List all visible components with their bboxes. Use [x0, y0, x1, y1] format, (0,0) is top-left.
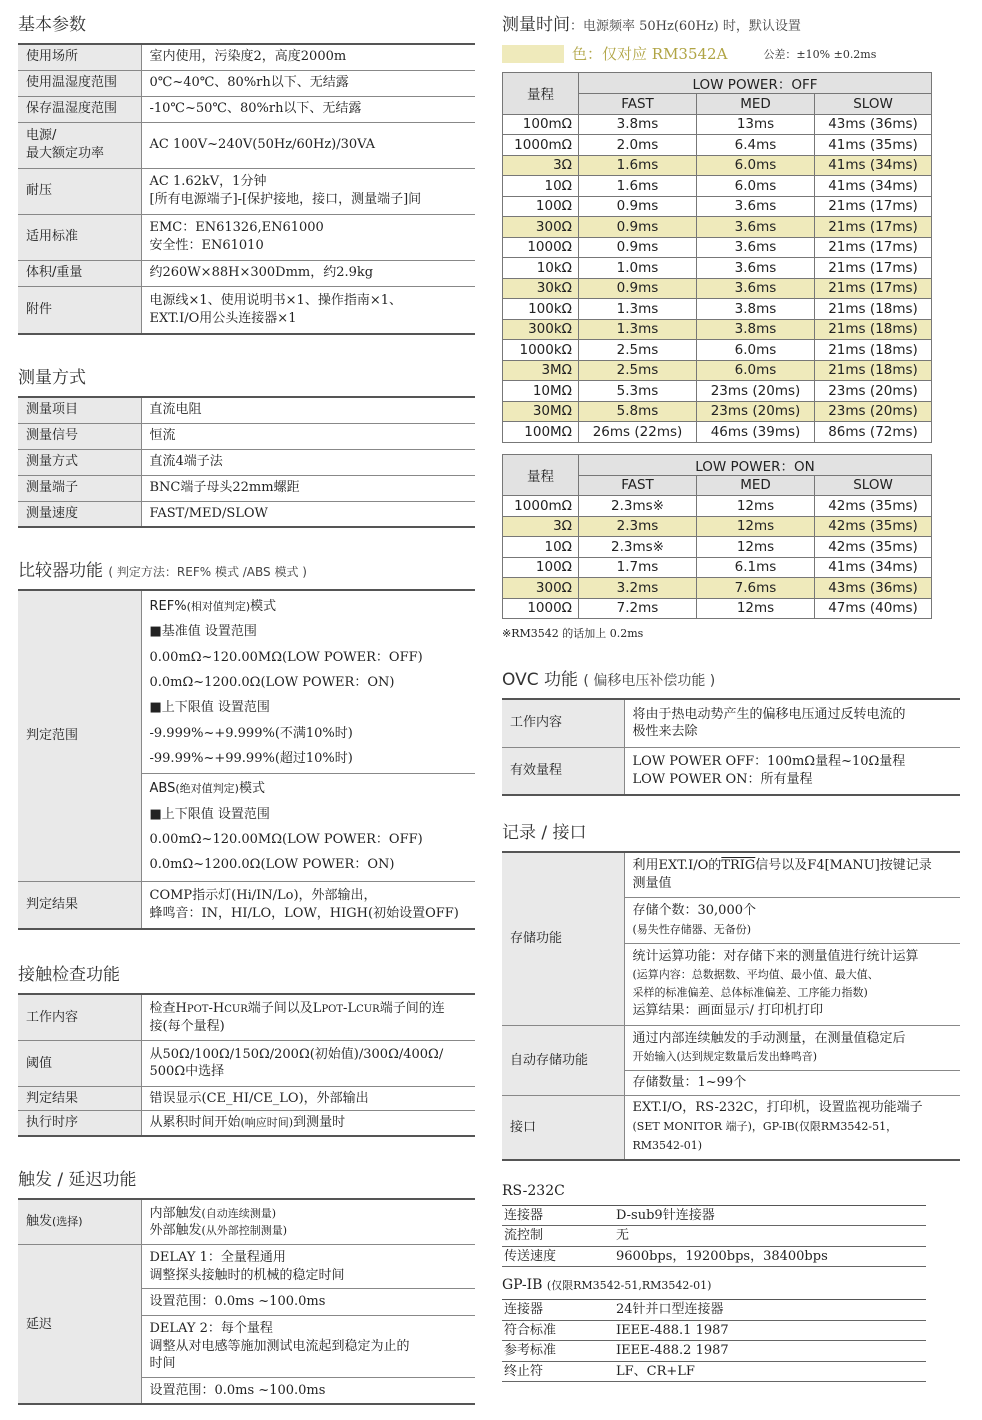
table-row: 符合标准 IEEE-488.1 1987: [502, 1320, 926, 1341]
right-column: [502, 10, 960, 1382]
time-cell: 3.8ms: [697, 299, 815, 320]
table-row: 阈值 从50Ω/100Ω/150Ω/200Ω(初始值)/300Ω/400Ω/ 500Ω中选择: [18, 1040, 475, 1086]
time-cell: 7.6ms: [697, 578, 815, 599]
col-fast: FAST: [579, 475, 697, 496]
time-cell: 46ms (39ms): [697, 422, 815, 443]
time-cell: 86ms (72ms): [815, 422, 932, 443]
time-cell: 6.0ms: [697, 360, 815, 381]
time-cell: 41ms (35ms): [815, 135, 932, 156]
range-cell: 3Ω: [503, 516, 579, 537]
time-cell: 43ms (36ms): [815, 578, 932, 599]
time-cell: 12ms: [697, 516, 815, 537]
gpib-table: [502, 1299, 926, 1382]
time-cell: 6.1ms: [697, 557, 815, 578]
time-cell: 41ms (34ms): [815, 557, 932, 578]
time-cell: 12ms: [697, 496, 815, 517]
time-cell: 21ms (17ms): [815, 237, 932, 258]
table-row: [503, 217, 932, 238]
ovc-title: OVC 功能 ( 偏移电压补偿功能 ): [502, 670, 716, 690]
table-row: 连接器 24针并口型连接器: [502, 1300, 926, 1321]
table-row: 判定结果 错误显示(CE_HI/CE_LO)，外部输出: [18, 1086, 475, 1111]
trigger-delay-table: [18, 1198, 475, 1405]
table-row: 电源/ 最大额定功率 AC 100V~240V(50Hz/60Hz)/30VA: [18, 122, 475, 168]
table-row: [503, 196, 932, 217]
time-cell: 23ms (20ms): [815, 401, 932, 422]
table-row: [503, 401, 932, 422]
time-cell: 3.6ms: [697, 237, 815, 258]
time-cell: 41ms (34ms): [815, 176, 932, 197]
contact-check-title: 接触检查功能: [18, 965, 120, 986]
range-cell: 300Ω: [503, 578, 579, 599]
table-row: [503, 360, 932, 381]
ref-mode-block: REF%(相对值判定)模式 ■基准值 设置范围 0.00mΩ~120.00MΩ(LOW POWER：OFF) 0.0mΩ~1200.0Ω(LOW POWER：ON) ■上下限值 设置范围 -9.999%~+9.999%(不满10%时) -99.99%~+99.99%(超过10%时): [149, 599, 423, 767]
table-row: [503, 381, 932, 402]
footnote: ※RM3542 的话加上 0.2ms: [502, 627, 644, 640]
col-med: MED: [697, 94, 815, 115]
legend-swatch: [502, 45, 564, 63]
range-cell: 30MΩ: [503, 401, 579, 422]
time-cell: 21ms (17ms): [815, 196, 932, 217]
table-row: [503, 516, 932, 537]
rs232c-table: [502, 1205, 926, 1268]
table-row: 延迟 DELAY 1：全量程通用 调整探头接触时的机械的稳定时间 设置范围：0.0ms ~100.0ms DELAY 2：每个量程 调整从对电感等施加测试电流起到稳定为止的 时间 设置范围：0.0ms ~100.0ms: [18, 1245, 475, 1404]
range-cell: 1000Ω: [503, 598, 579, 619]
table-row: 工作内容 检查HPOT-HCUR端子间以及LPOT-LCUR端子间的连 接(每个量程): [18, 994, 475, 1040]
table-row: 测量速度 FAST/MED/SLOW: [18, 501, 475, 527]
table-row: [503, 598, 932, 619]
range-cell: 300kΩ: [503, 319, 579, 340]
table-row: 测量方式 直流4端子法: [18, 449, 475, 475]
group-header: LOW POWER：ON: [579, 454, 932, 475]
col-fast: FAST: [579, 94, 697, 115]
table-row: [503, 278, 932, 299]
time-cell: 43ms (36ms): [815, 114, 932, 135]
time-cell: 2.3ms※: [579, 537, 697, 558]
table-row: [503, 155, 932, 176]
col-slow: SLOW: [815, 94, 932, 115]
comparator-title: 比较器功能 ( 判定方法：REF% 模式 /ABS 模式 ): [18, 561, 307, 581]
table-row: 终止符 LF、CR+LF: [502, 1361, 926, 1382]
table-row: [503, 258, 932, 279]
table-row: 参考标准 IEEE-488.2 1987: [502, 1341, 926, 1362]
table-row: [503, 135, 932, 156]
table-row: 判定范围 REF%(相对值判定)模式 ■基准值 设置范围 0.00mΩ~120.00MΩ(LOW POWER：OFF) 0.0mΩ~1200.0Ω(LOW POWER：ON) ■上下限值 设置范围 -9.999%~+9.999%(不满10%时) -99.99%~+99.99%(超过10%时) ABS(绝对值判定)模式 ■上下限值 设置范围 0.00mΩ~120.00MΩ(LOW POWER：OFF) 0.0mΩ~1200.0Ω(LOW POWER：ON): [18, 590, 475, 881]
range-cell: 10MΩ: [503, 381, 579, 402]
table-row: 保存温湿度范围 -10℃~50℃、80%rh以下、无结露: [18, 96, 475, 122]
table-row: [503, 176, 932, 197]
time-cell: 2.3ms: [579, 516, 697, 537]
comparator-table: [18, 589, 475, 930]
time-cell: 1.6ms: [579, 155, 697, 176]
table-row: [503, 578, 932, 599]
time-cell: 12ms: [697, 537, 815, 558]
time-cell: 13ms: [697, 114, 815, 135]
time-cell: 21ms (17ms): [815, 258, 932, 279]
range-cell: 100MΩ: [503, 422, 579, 443]
range-header: 量程: [503, 73, 579, 115]
measure-time-on-table: [502, 454, 932, 620]
table-row: [503, 537, 932, 558]
time-cell: 3.8ms: [579, 114, 697, 135]
time-cell: 5.3ms: [579, 381, 697, 402]
range-cell: 3Ω: [503, 155, 579, 176]
time-cell: 7.2ms: [579, 598, 697, 619]
table-row: 接口 EXT.I/O，RS-232C，打印机，设置监视功能端子 (SET MONITOR 端子)，GP-IB(仅限RM3542-51， RM3542-01): [502, 1096, 960, 1160]
range-cell: 1000Ω: [503, 237, 579, 258]
table-row: [503, 237, 932, 258]
range-cell: 1000mΩ: [503, 135, 579, 156]
table-row: [503, 340, 932, 361]
table-row: 有效量程 LOW POWER OFF：100mΩ量程~10Ω量程 LOW POWER ON：所有量程: [502, 747, 960, 795]
table-row: 使用温湿度范围 0℃~40℃、80%rh以下、无结露: [18, 70, 475, 96]
range-cell: 1000mΩ: [503, 496, 579, 517]
table-row: 流控制 无: [502, 1226, 926, 1247]
time-cell: 41ms (34ms): [815, 155, 932, 176]
time-cell: 21ms (17ms): [815, 217, 932, 238]
table-row: 适用标准 EMC：EN61326,EN61000 安全性：EN61010: [18, 214, 475, 260]
time-cell: 5.8ms: [579, 401, 697, 422]
group-header: LOW POWER：OFF: [579, 73, 932, 94]
time-cell: 0.9ms: [579, 237, 697, 258]
table-row: 使用场所 室内使用，污染度2，高度2000m: [18, 44, 475, 70]
table-row: 自动存储功能 通过内部连续触发的手动测量，在测量值稳定后 开始输入(达到规定数量后发出蜂鸣音) 存储数量：1~99个: [502, 1025, 960, 1096]
time-cell: 0.9ms: [579, 278, 697, 299]
table-row: 测量信号 恒流: [18, 423, 475, 449]
table-row: [503, 496, 932, 517]
time-cell: 12ms: [697, 598, 815, 619]
time-cell: 2.5ms: [579, 340, 697, 361]
time-cell: 21ms (18ms): [815, 360, 932, 381]
table-row: [503, 319, 932, 340]
time-cell: 21ms (18ms): [815, 340, 932, 361]
range-cell: 3MΩ: [503, 360, 579, 381]
range-cell: 10Ω: [503, 537, 579, 558]
time-cell: 3.6ms: [697, 196, 815, 217]
table-row: 传送速度 9600bps，19200bps，38400bps: [502, 1246, 926, 1267]
time-cell: 3.2ms: [579, 578, 697, 599]
record-interface-title: 记录 / 接口: [502, 823, 587, 843]
time-cell: 1.0ms: [579, 258, 697, 279]
time-cell: 23ms (20ms): [697, 381, 815, 402]
table-row: 测量项目 直流电阻: [18, 397, 475, 423]
range-cell: 1000kΩ: [503, 340, 579, 361]
abs-mode-block: ABS(绝对值判定)模式 ■上下限值 设置范围 0.00mΩ~120.00MΩ(LOW POWER：OFF) 0.0mΩ~1200.0Ω(LOW POWER：ON): [142, 773, 476, 880]
time-cell: 42ms (35ms): [815, 516, 932, 537]
col-med: MED: [697, 475, 815, 496]
time-cell: 21ms (18ms): [815, 319, 932, 340]
ovc-table: [502, 698, 960, 796]
time-cell: 6.0ms: [697, 340, 815, 361]
time-cell: 23ms (20ms): [815, 381, 932, 402]
measure-time-title: 测量时间：电源频率 50Hz(60Hz) 时，默认设置: [502, 15, 801, 35]
time-cell: 1.7ms: [579, 557, 697, 578]
time-cell: 1.6ms: [579, 176, 697, 197]
range-header: 量程: [503, 454, 579, 496]
time-cell: 6.0ms: [697, 155, 815, 176]
trigger-delay-title: 触发 / 延迟功能: [18, 1169, 137, 1190]
time-cell: 3.6ms: [697, 278, 815, 299]
legend: 色：仅对应 RM3542A 公差：±10% ±0.2ms: [502, 43, 960, 64]
range-cell: 10Ω: [503, 176, 579, 197]
table-row: [503, 114, 932, 135]
table-row: 测量端子 BNC端子母头22mm螺距: [18, 475, 475, 501]
range-cell: 100Ω: [503, 196, 579, 217]
time-cell: 42ms (35ms): [815, 496, 932, 517]
time-cell: 2.3ms※: [579, 496, 697, 517]
time-cell: 3.6ms: [697, 258, 815, 279]
record-interface-table: [502, 851, 960, 1161]
gpib-title: GP-IB (仅限RM3542-51,RM3542-01): [502, 1277, 712, 1294]
table-row: 触发(选择) 内部触发(自动连续测量) 外部触发(从外部控制测量): [18, 1199, 475, 1245]
time-cell: 6.4ms: [697, 135, 815, 156]
method-title: 测量方式: [18, 368, 86, 388]
table-row: 执行时序 从累积时间开始(响应时间)到测量时: [18, 1111, 475, 1136]
table-row: [503, 422, 932, 443]
range-cell: 100Ω: [503, 557, 579, 578]
time-cell: 2.5ms: [579, 360, 697, 381]
time-cell: 1.3ms: [579, 299, 697, 320]
table-row: 存储功能 利用EXT.I/O的TRIG信号以及F4[MANU]按键记录 测量值 存储个数：30,000个 (易失性存储器、无备份) 统计运算功能：对存储下来的测量值进行统计运算 (运算内容：总数据数、平均值、最小值、最大值、 采样的标准偏差、总体标准偏差、工序能力指数) 运算结果：画面显示/ 打印机打印: [502, 852, 960, 1025]
time-cell: 3.6ms: [697, 217, 815, 238]
contact-check-table: [18, 993, 475, 1137]
time-cell: 0.9ms: [579, 196, 697, 217]
table-row: 连接器 D-sub9针连接器: [502, 1205, 926, 1226]
time-cell: 3.8ms: [697, 319, 815, 340]
measure-time-off-table: [502, 72, 932, 443]
table-row: [503, 557, 932, 578]
range-cell: 300Ω: [503, 217, 579, 238]
time-cell: 42ms (35ms): [815, 537, 932, 558]
table-row: [503, 299, 932, 320]
time-cell: 47ms (40ms): [815, 598, 932, 619]
time-cell: 21ms (18ms): [815, 299, 932, 320]
time-cell: 23ms (20ms): [697, 401, 815, 422]
table-row: 判定结果 COMP指示灯(Hi/IN/Lo)，外部输出， 蜂鸣音：IN，HI/LO，LOW，HIGH(初始设置OFF): [18, 881, 475, 929]
method-table: [18, 396, 475, 528]
rs232c-title: RS-232C: [502, 1182, 565, 1199]
table-row: 附件 电源线×1、使用说明书×1、操作指南×1、 EXT.I/O用公头连接器×1: [18, 286, 475, 334]
basic-params-table: [18, 43, 475, 335]
time-cell: 21ms (17ms): [815, 278, 932, 299]
col-slow: SLOW: [815, 475, 932, 496]
time-cell: 26ms (22ms): [579, 422, 697, 443]
time-cell: 2.0ms: [579, 135, 697, 156]
time-cell: 1.3ms: [579, 319, 697, 340]
basic-params-title: 基本参数: [18, 15, 86, 35]
range-cell: 100kΩ: [503, 299, 579, 320]
table-row: 耐压 AC 1.62kV，1分钟 [所有电源端子]-[保护接地，接口，测量端子]间: [18, 168, 475, 214]
table-row: 工作内容 将由于热电动势产生的偏移电压通过反转电流的 极性来去除: [502, 699, 960, 747]
left-column: [18, 10, 475, 1405]
range-cell: 100mΩ: [503, 114, 579, 135]
time-cell: 6.0ms: [697, 176, 815, 197]
table-row: 体积/重量 约260W×88H×300Dmm，约2.9kg: [18, 260, 475, 286]
range-cell: 30kΩ: [503, 278, 579, 299]
time-cell: 0.9ms: [579, 217, 697, 238]
range-cell: 10kΩ: [503, 258, 579, 279]
